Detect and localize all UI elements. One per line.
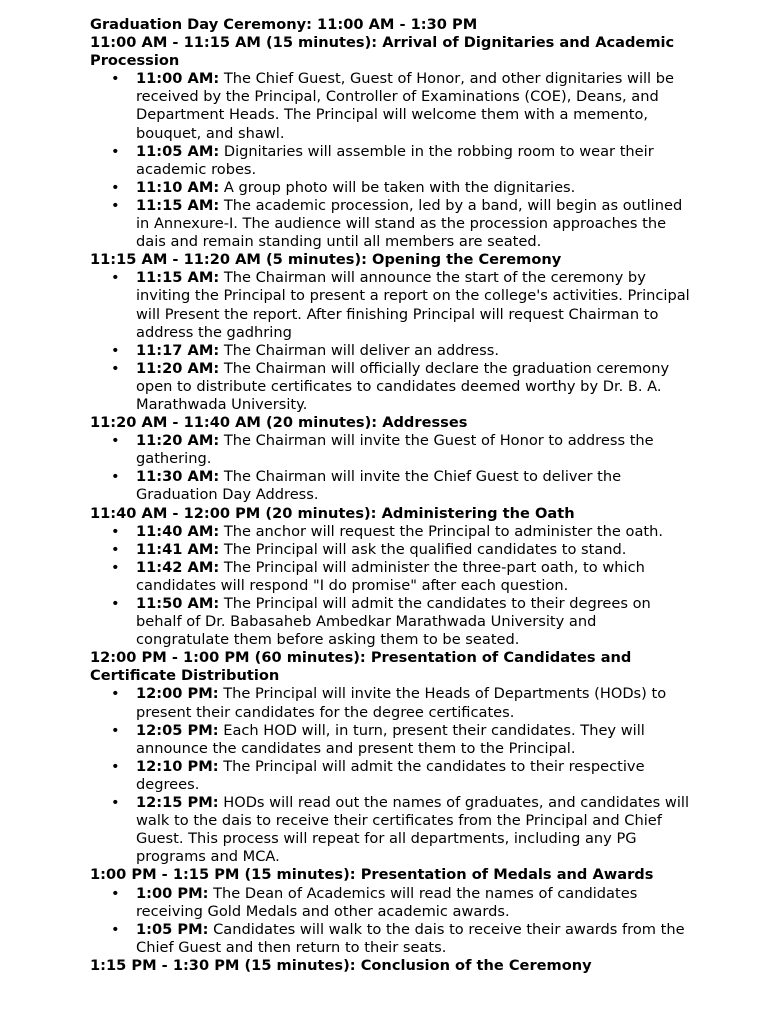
list-item [111,468,690,504]
item-time: 12:00 PM: [136,685,219,703]
list-item [111,522,690,541]
section-heading: 1:00 PM - 1:15 PM (15 minutes): Presentation of Medals and Awards [90,866,654,884]
item-text: The Chairman will deliver an address. [223,341,499,359]
schedule-section [90,251,690,414]
item-time: 11:10 AM: [136,178,220,196]
item-time: 11:42 AM: [136,558,220,576]
bullet-icon: • [111,920,120,938]
schedule-section [90,649,690,866]
list-item [111,540,690,559]
bullet-icon: • [111,794,120,812]
list-item [111,558,690,595]
document-body [90,16,690,975]
section-item-list [90,70,690,251]
section-heading: 11:40 AM - 12:00 PM (20 minutes): Administering the Oath [90,504,575,522]
bullet-icon: • [111,595,120,612]
item-text: HODs will read out the names of graduates, and candidates will walk to the dais to receive their certificates from the Principal and Chief Guest. This process will repeat for all departments, including any PG programs and MCA. [136,794,690,866]
list-item [111,70,690,142]
bullet-icon: • [111,757,120,775]
item-text: The Principal will administer the three-part oath, to which candidates will respond "I do promise" after each question. [136,558,645,594]
list-item [111,595,690,649]
section-heading: 12:00 PM - 1:00 PM (60 minutes): Presentation of Candidates and Certificate Distribution [90,649,632,685]
list-item [111,196,690,251]
list-item [111,685,690,721]
schedule-section [90,957,690,975]
list-item [111,269,690,341]
item-text: The anchor will request the Principal to administer the oath. [223,522,663,540]
bullet-icon: • [111,178,120,196]
list-item [111,178,690,197]
list-item [111,359,690,414]
item-time: 11:30 AM: [136,468,220,486]
item-text: The Principal will ask the qualified candidates to stand. [223,540,627,558]
list-item [111,884,690,921]
section-item-list [90,269,690,414]
item-time: 11:50 AM: [136,595,220,612]
item-text: The Chief Guest, Guest of Honor, and other dignitaries will be received by the Principal, Controller of Examinations (COE), Deans, and Department Heads. The Principal will welcome them with a memento, bouquet, and shawl. [136,70,674,142]
item-time: 11:15 AM: [136,269,220,287]
section-heading: 1:15 PM - 1:30 PM (15 minutes): Conclusion of the Ceremony [90,956,592,974]
item-time: 11:17 AM: [136,341,220,359]
item-text: The Dean of Academics will read the names of candidates receiving Gold Medals and other academic awards. [136,884,638,920]
item-time: 11:00 AM: [136,70,220,88]
item-text: The Principal will invite the Heads of Departments (HODs) to present their candidates for the degree certificates. [136,685,667,721]
bullet-icon: • [111,359,120,377]
section-item-list [90,432,690,504]
schedule-section [90,414,690,504]
section-item-list [90,523,690,650]
bullet-icon: • [111,884,120,902]
list-item [111,757,690,794]
bullet-icon: • [111,522,120,540]
item-text: The academic procession, led by a band, will begin as outlined in Annexure-I. The audience will stand as the procession approaches the dais and remain standing until all members are seated. [136,196,683,251]
item-time: 12:05 PM: [136,721,219,739]
item-time: 1:05 PM: [136,920,209,938]
item-text: The Chairman will officially declare the graduation ceremony open to distribute certificates to candidates deemed worthy by Dr. B. A. Marathwada University. [136,359,670,413]
item-time: 11:15 AM: [136,196,220,214]
item-text: Each HOD will, in turn, present their candidates. They will announce the candidates and present them to the Principal. [136,721,645,757]
section-item-list [90,885,690,957]
item-time: 11:05 AM: [136,142,220,160]
item-time: 12:10 PM: [136,757,219,775]
schedule-section [90,505,690,650]
list-item [111,341,690,360]
schedule-section [90,866,690,956]
section-heading: 11:00 AM - 11:15 AM (15 minutes): Arrival of Dignitaries and Academic Procession [90,34,675,70]
bullet-icon: • [111,432,120,450]
bullet-icon: • [111,341,120,359]
item-text: Candidates will walk to the dais to receive their awards from the Chief Guest and then return to their seats. [136,920,685,956]
item-time: 11:40 AM: [136,522,220,540]
item-text: The Principal will admit the candidates to their respective degrees. [136,757,645,793]
bullet-icon: • [111,269,120,287]
item-text: The Chairman will invite the Chief Guest to deliver the Graduation Day Address. [136,468,622,504]
document-title: Graduation Day Ceremony: 11:00 AM - 1:30 PM [90,16,478,33]
schedule-section [90,34,690,251]
item-text: The Chairman will announce the start of the ceremony by inviting the Principal to present a report on the college's activities. Principal will Present the report. After finishing Principal will request Chairman to address the gadhring [136,269,690,341]
bullet-icon: • [111,558,120,576]
item-text: Dignitaries will assemble in the robbing room to wear their academic robes. [136,142,654,178]
item-time: 11:20 AM: [136,432,220,450]
list-item [111,721,690,758]
schedule-sections [90,34,690,975]
item-text: The Chairman will invite the Guest of Honor to address the gathering. [136,432,654,468]
item-time: 11:20 AM: [136,359,220,377]
bullet-icon: • [111,196,120,214]
bullet-icon: • [111,540,120,558]
section-item-list [90,685,690,866]
item-time: 11:41 AM: [136,540,220,558]
list-item [111,432,690,468]
item-text: The Principal will admit the candidates to their degrees on behalf of Dr. Babasaheb Ambedkar Marathwada University and congratulate them before asking them to be seated. [136,595,651,649]
item-text: A group photo will be taken with the dignitaries. [223,178,576,196]
list-item [111,794,690,866]
bullet-icon: • [111,685,120,703]
section-heading: 11:20 AM - 11:40 AM (20 minutes): Addresses [90,414,468,432]
bullet-icon: • [111,721,120,739]
list-item [111,920,690,957]
item-time: 12:15 PM: [136,794,219,812]
bullet-icon: • [111,70,120,88]
section-heading: 11:15 AM - 11:20 AM (5 minutes): Opening the Ceremony [90,251,562,269]
bullet-icon: • [111,142,120,160]
bullet-icon: • [111,468,120,486]
item-time: 1:00 PM: [136,884,209,902]
list-item [111,142,690,179]
